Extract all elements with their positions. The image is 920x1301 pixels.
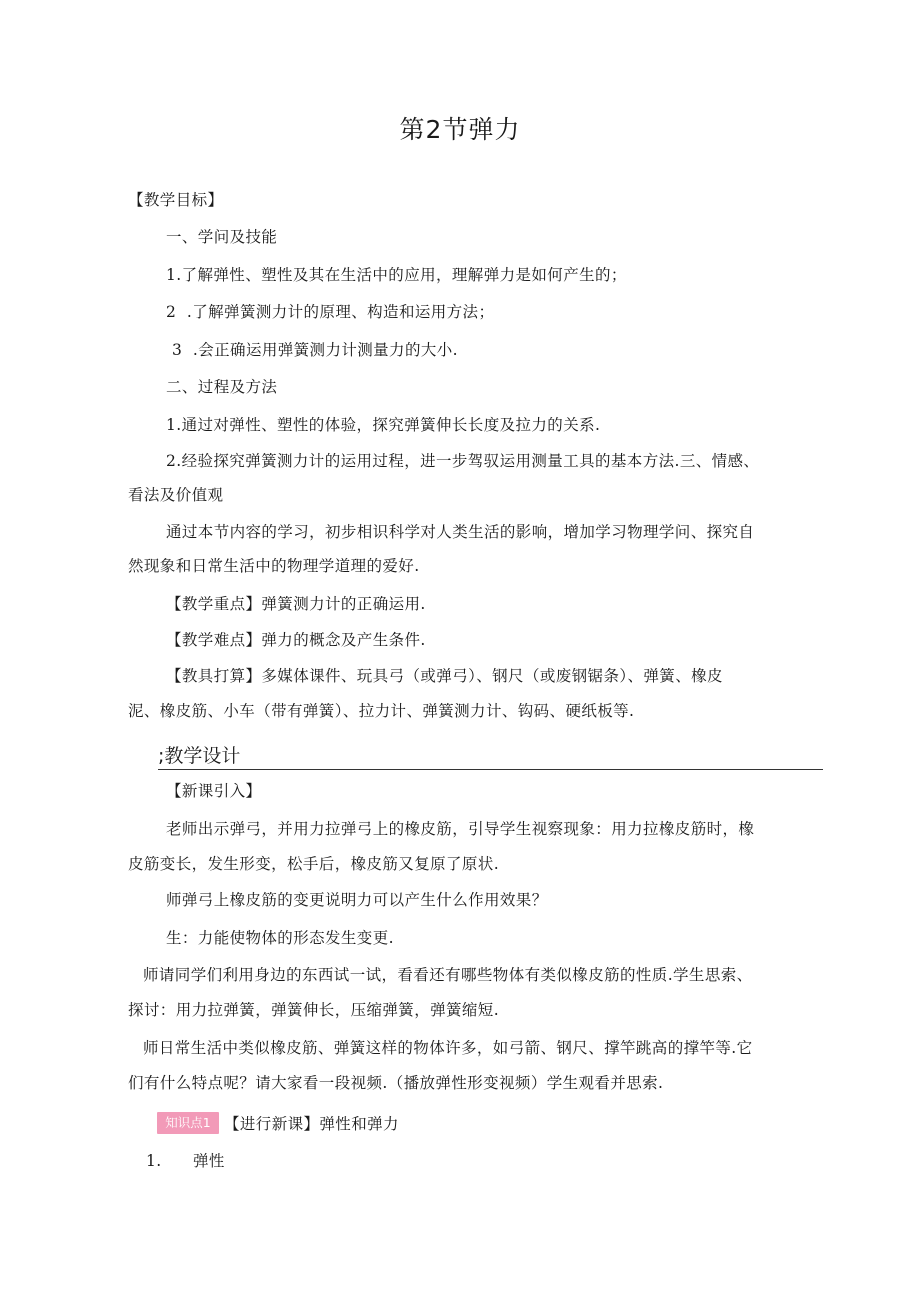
values-paragraph-cont: 然现象和日常生活中的物理学道理的爱好. [128,557,420,575]
process-method-heading: 二、过程及方法 [166,378,278,396]
page-title: 第2节弹力 [399,115,521,144]
knowledge-point-badge: 知识点1 [157,1112,219,1134]
goal-item-3: 3 .会正确运用弹簧测力计测量力的大小. [172,341,458,359]
process-item-2-cont: 看法及价值观 [128,486,224,504]
teacher-example-cont: 们有什么特点呢？请大家看一段视频.（播放弹性形变视频）学生观看并思索. [128,1074,664,1092]
subsection-number: 1. [146,1152,162,1170]
new-lesson-intro-heading: 【新课引入】 [166,782,262,800]
knowledge-skills-heading: 一、学问及技能 [166,228,278,246]
teacher-activity-cont: 探讨：用力拉弹簧，弹簧伸长，压缩弹簧，弹簧缩短. [128,1001,500,1019]
goal-item-2: 2 .了解弹簧测力计的原理、构造和运用方法； [166,303,495,321]
teaching-aids-cont: 泥、橡皮筋、小车（带有弹簧）、拉力计、弹簧测力计、钩码、硬纸板等. [128,702,635,720]
new-lesson-heading: 【进行新课】弹性和弹力 [224,1115,399,1133]
difficult-point: 【教学难点】弹力的概念及产生条件. [166,631,426,649]
teaching-design-heading: ;教学设计 [158,745,241,767]
student-answer: 生：力能使物体的形态发生变更. [166,929,394,947]
goal-item-1: 1.了解弹性、塑性及其在生活中的应用，理解弹力是如何产生的； [166,266,627,284]
teaching-goals-heading: 【教学目标】 [128,191,224,209]
process-item-2: 2.经验探究弹簧测力计的运用过程，进一步驾驭运用测量工具的基本方法.三、情感、 [166,452,760,470]
teacher-activity: 师请同学们利用身边的东西试一试，看看还有哪些物体有类似橡皮筋的性质.学生思索、 [143,966,753,984]
teacher-example: 师日常生活中类似橡皮筋、弹簧这样的物体许多，如弓箭、钢尺、撑竿跳高的撑竿等.它 [143,1039,753,1057]
teaching-design-section-header [158,743,823,770]
intro-paragraph-cont: 皮筋变长，发生形变，松手后，橡皮筋又复原了原状. [128,855,500,873]
subsection-elasticity-title: 弹性 [193,1152,225,1170]
teacher-question: 师弹弓上橡皮筋的变更说明力可以产生什么作用效果？ [166,891,548,909]
key-point: 【教学重点】弹簧测力计的正确运用. [166,595,426,613]
process-item-1: 1.通过对弹性、塑性的体验，探究弹簧伸长长度及拉力的关系. [166,416,601,434]
teaching-aids: 【教具打算】多媒体课件、玩具弓（或弹弓）、钢尺（或废钢锯条）、弹簧、橡皮 [166,667,723,685]
intro-paragraph: 老师出示弹弓，并用力拉弹弓上的橡皮筋，引导学生视察现象：用力拉橡皮筋时，橡 [166,820,755,838]
values-paragraph: 通过本节内容的学习，初步相识科学对人类生活的影响，增加学习物理学问、探究自 [166,523,755,541]
